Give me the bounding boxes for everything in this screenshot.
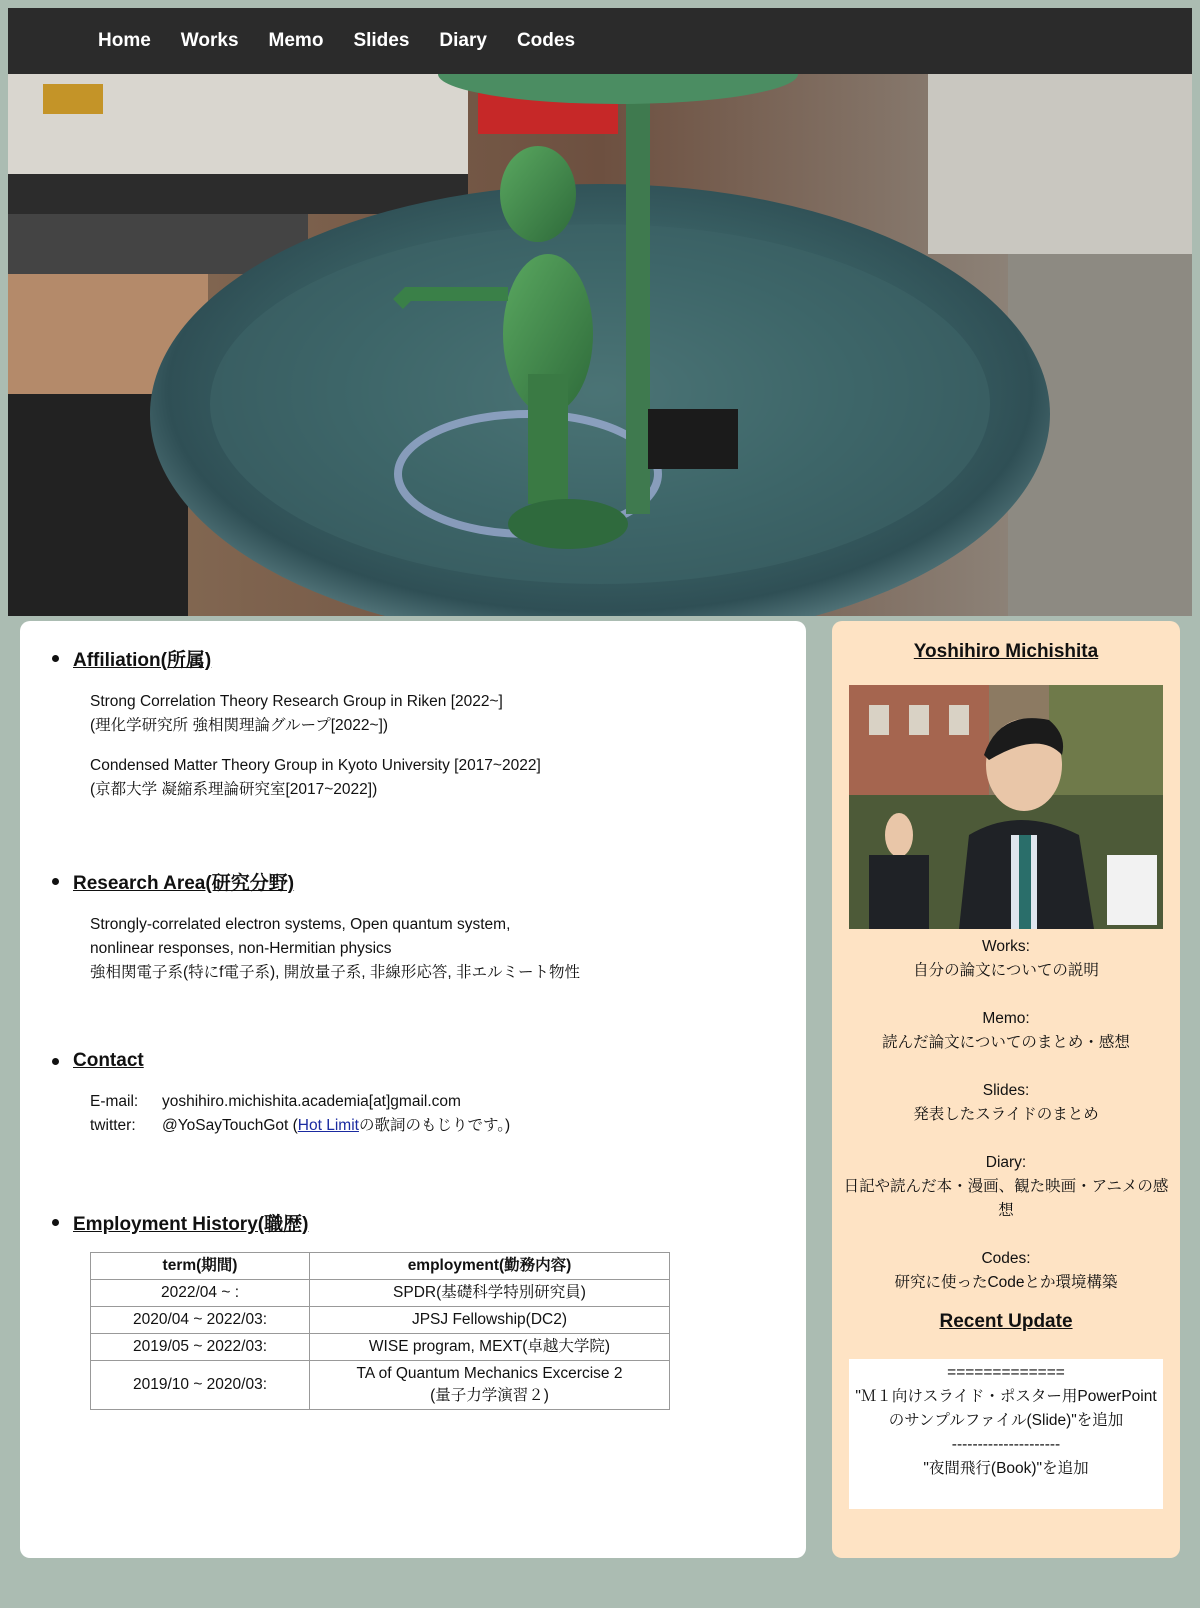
sidebar-diary-desc: 日記や読んだ本・漫画、観た映画・アニメの感想 bbox=[843, 1178, 1169, 1219]
recent-update-heading: Recent Update bbox=[939, 1311, 1073, 1332]
research-line-2: nonlinear responses, non-Hermitian physics bbox=[90, 940, 392, 957]
affiliation-entry-2-ja: (京都大学 凝縮系理論研究室[2017~2022]) bbox=[90, 781, 378, 798]
term-cell: 2022/04 ~ : bbox=[91, 1280, 310, 1307]
term-header: term(期間) bbox=[91, 1253, 310, 1280]
affiliation-entry-2-en: Condensed Matter Theory Group in Kyoto University [2017~2022] bbox=[90, 757, 541, 774]
nav-diary[interactable]: Diary bbox=[439, 30, 487, 51]
nav-home[interactable]: Home bbox=[98, 30, 151, 51]
bullet-icon bbox=[52, 655, 59, 662]
sidebar-works-desc: 自分の論文についての説明 bbox=[913, 962, 1099, 979]
email-value: yoshihiro.michishita.academia[at]gmail.com bbox=[162, 1093, 461, 1110]
sidebar-sections bbox=[832, 935, 1180, 1319]
frog-fountain-photo bbox=[8, 74, 1192, 616]
job-cell: JPSJ Fellowship(DC2) bbox=[310, 1307, 670, 1334]
sidebar-item-diary bbox=[832, 1151, 1180, 1223]
top-navbar bbox=[8, 8, 1192, 74]
bullet-icon bbox=[52, 878, 59, 885]
research-line-3: 強相関電子系(特にf電子系), 開放量子系, 非線形応答, 非エルミート物性 bbox=[90, 964, 580, 981]
contact-heading: Contact bbox=[73, 1050, 144, 1071]
job-cell: SPDR(基礎科学特別研究員) bbox=[310, 1280, 670, 1307]
hot-limit-link[interactable]: Hot Limit bbox=[297, 1117, 359, 1134]
table-header-row bbox=[91, 1253, 670, 1280]
table-row bbox=[91, 1307, 670, 1334]
nav-memo[interactable]: Memo bbox=[268, 30, 324, 51]
term-cell: 2019/05 ~ 2022/03: bbox=[91, 1334, 310, 1361]
sidebar-slides-desc: 発表したスライドのまとめ bbox=[913, 1106, 1099, 1123]
employment-header: employment(勤務内容) bbox=[310, 1253, 670, 1280]
employment-table bbox=[90, 1252, 670, 1410]
sidebar-item-works bbox=[832, 935, 1180, 983]
sidebar-slides-title[interactable]: Slides: bbox=[982, 1082, 1030, 1099]
sidebar-item-slides bbox=[832, 1079, 1180, 1127]
job-line-1: TA of Quantum Mechanics Excercise 2 bbox=[356, 1365, 623, 1382]
recent-separator: ============= bbox=[947, 1364, 1065, 1381]
recent-update-entry: "Ｍ１向けスライド・ポスター用PowerPointのサンプルファイル(Slide)"を追加 bbox=[855, 1388, 1157, 1429]
table-row bbox=[91, 1334, 670, 1361]
term-cell: 2020/04 ~ 2022/03: bbox=[91, 1307, 310, 1334]
sidebar-item-codes bbox=[832, 1247, 1180, 1295]
nav-slides[interactable]: Slides bbox=[353, 30, 410, 51]
job-cell: WISE program, MEXT(卓越大学院) bbox=[310, 1334, 670, 1361]
job-line-2: (量子力学演習２) bbox=[430, 1387, 549, 1404]
affiliation-section bbox=[48, 645, 788, 802]
sidebar-codes-title[interactable]: Codes: bbox=[981, 1250, 1031, 1267]
sidebar-item-memo bbox=[832, 1007, 1180, 1055]
nav-codes[interactable]: Codes bbox=[516, 30, 576, 51]
sidebar-codes-desc: 研究に使ったCodeとか環境構築 bbox=[894, 1274, 1118, 1291]
bullet-icon bbox=[52, 1058, 59, 1065]
portrait-image bbox=[849, 685, 1163, 929]
table-row bbox=[91, 1280, 670, 1307]
twitter-note: の歌詞のもじりです。) bbox=[358, 1117, 511, 1134]
profile-photo bbox=[849, 685, 1163, 929]
affiliation-entry-1-ja: (理化学研究所 強相関理論グループ[2022~]) bbox=[90, 717, 389, 734]
recent-separator: --------------------- bbox=[951, 1436, 1061, 1453]
employment-heading: Employment History(職歴) bbox=[73, 1214, 309, 1235]
job-cell bbox=[310, 1361, 670, 1410]
research-heading: Research Area(研究分野) bbox=[73, 873, 295, 894]
hero-banner-image bbox=[8, 74, 1192, 616]
profile-name-link[interactable]: Yoshihiro Michishita bbox=[913, 641, 1099, 662]
recent-update-box bbox=[849, 1359, 1163, 1509]
recent-update-entry: "夜間飛行(Book)"を追加 bbox=[923, 1460, 1089, 1477]
affiliation-entry-1-en: Strong Correlation Theory Research Group in Riken [2022~] bbox=[90, 693, 503, 710]
main-content-card bbox=[20, 621, 806, 1558]
sidebar-works-title[interactable]: Works: bbox=[982, 938, 1030, 955]
sidebar-diary-title[interactable]: Diary: bbox=[985, 1154, 1027, 1171]
affiliation-heading: Affiliation(所属) bbox=[73, 650, 212, 671]
sidebar-memo-title[interactable]: Memo: bbox=[982, 1010, 1030, 1027]
contact-section bbox=[48, 1050, 788, 1138]
twitter-handle: @YoSayTouchGot ( bbox=[162, 1117, 298, 1134]
twitter-label: twitter: bbox=[90, 1117, 136, 1134]
research-section bbox=[48, 868, 788, 985]
employment-section bbox=[48, 1209, 788, 1410]
nav-works[interactable]: Works bbox=[180, 30, 239, 51]
table-row bbox=[91, 1361, 670, 1410]
bullet-icon bbox=[52, 1219, 59, 1226]
profile-sidebar bbox=[832, 621, 1180, 1558]
term-cell: 2019/10 ~ 2020/03: bbox=[91, 1361, 310, 1410]
email-label: E-mail: bbox=[90, 1093, 139, 1110]
sidebar-memo-desc: 読んだ論文についてのまとめ・感想 bbox=[882, 1034, 1130, 1051]
research-line-1: Strongly-correlated electron systems, Open quantum system, bbox=[90, 916, 511, 933]
